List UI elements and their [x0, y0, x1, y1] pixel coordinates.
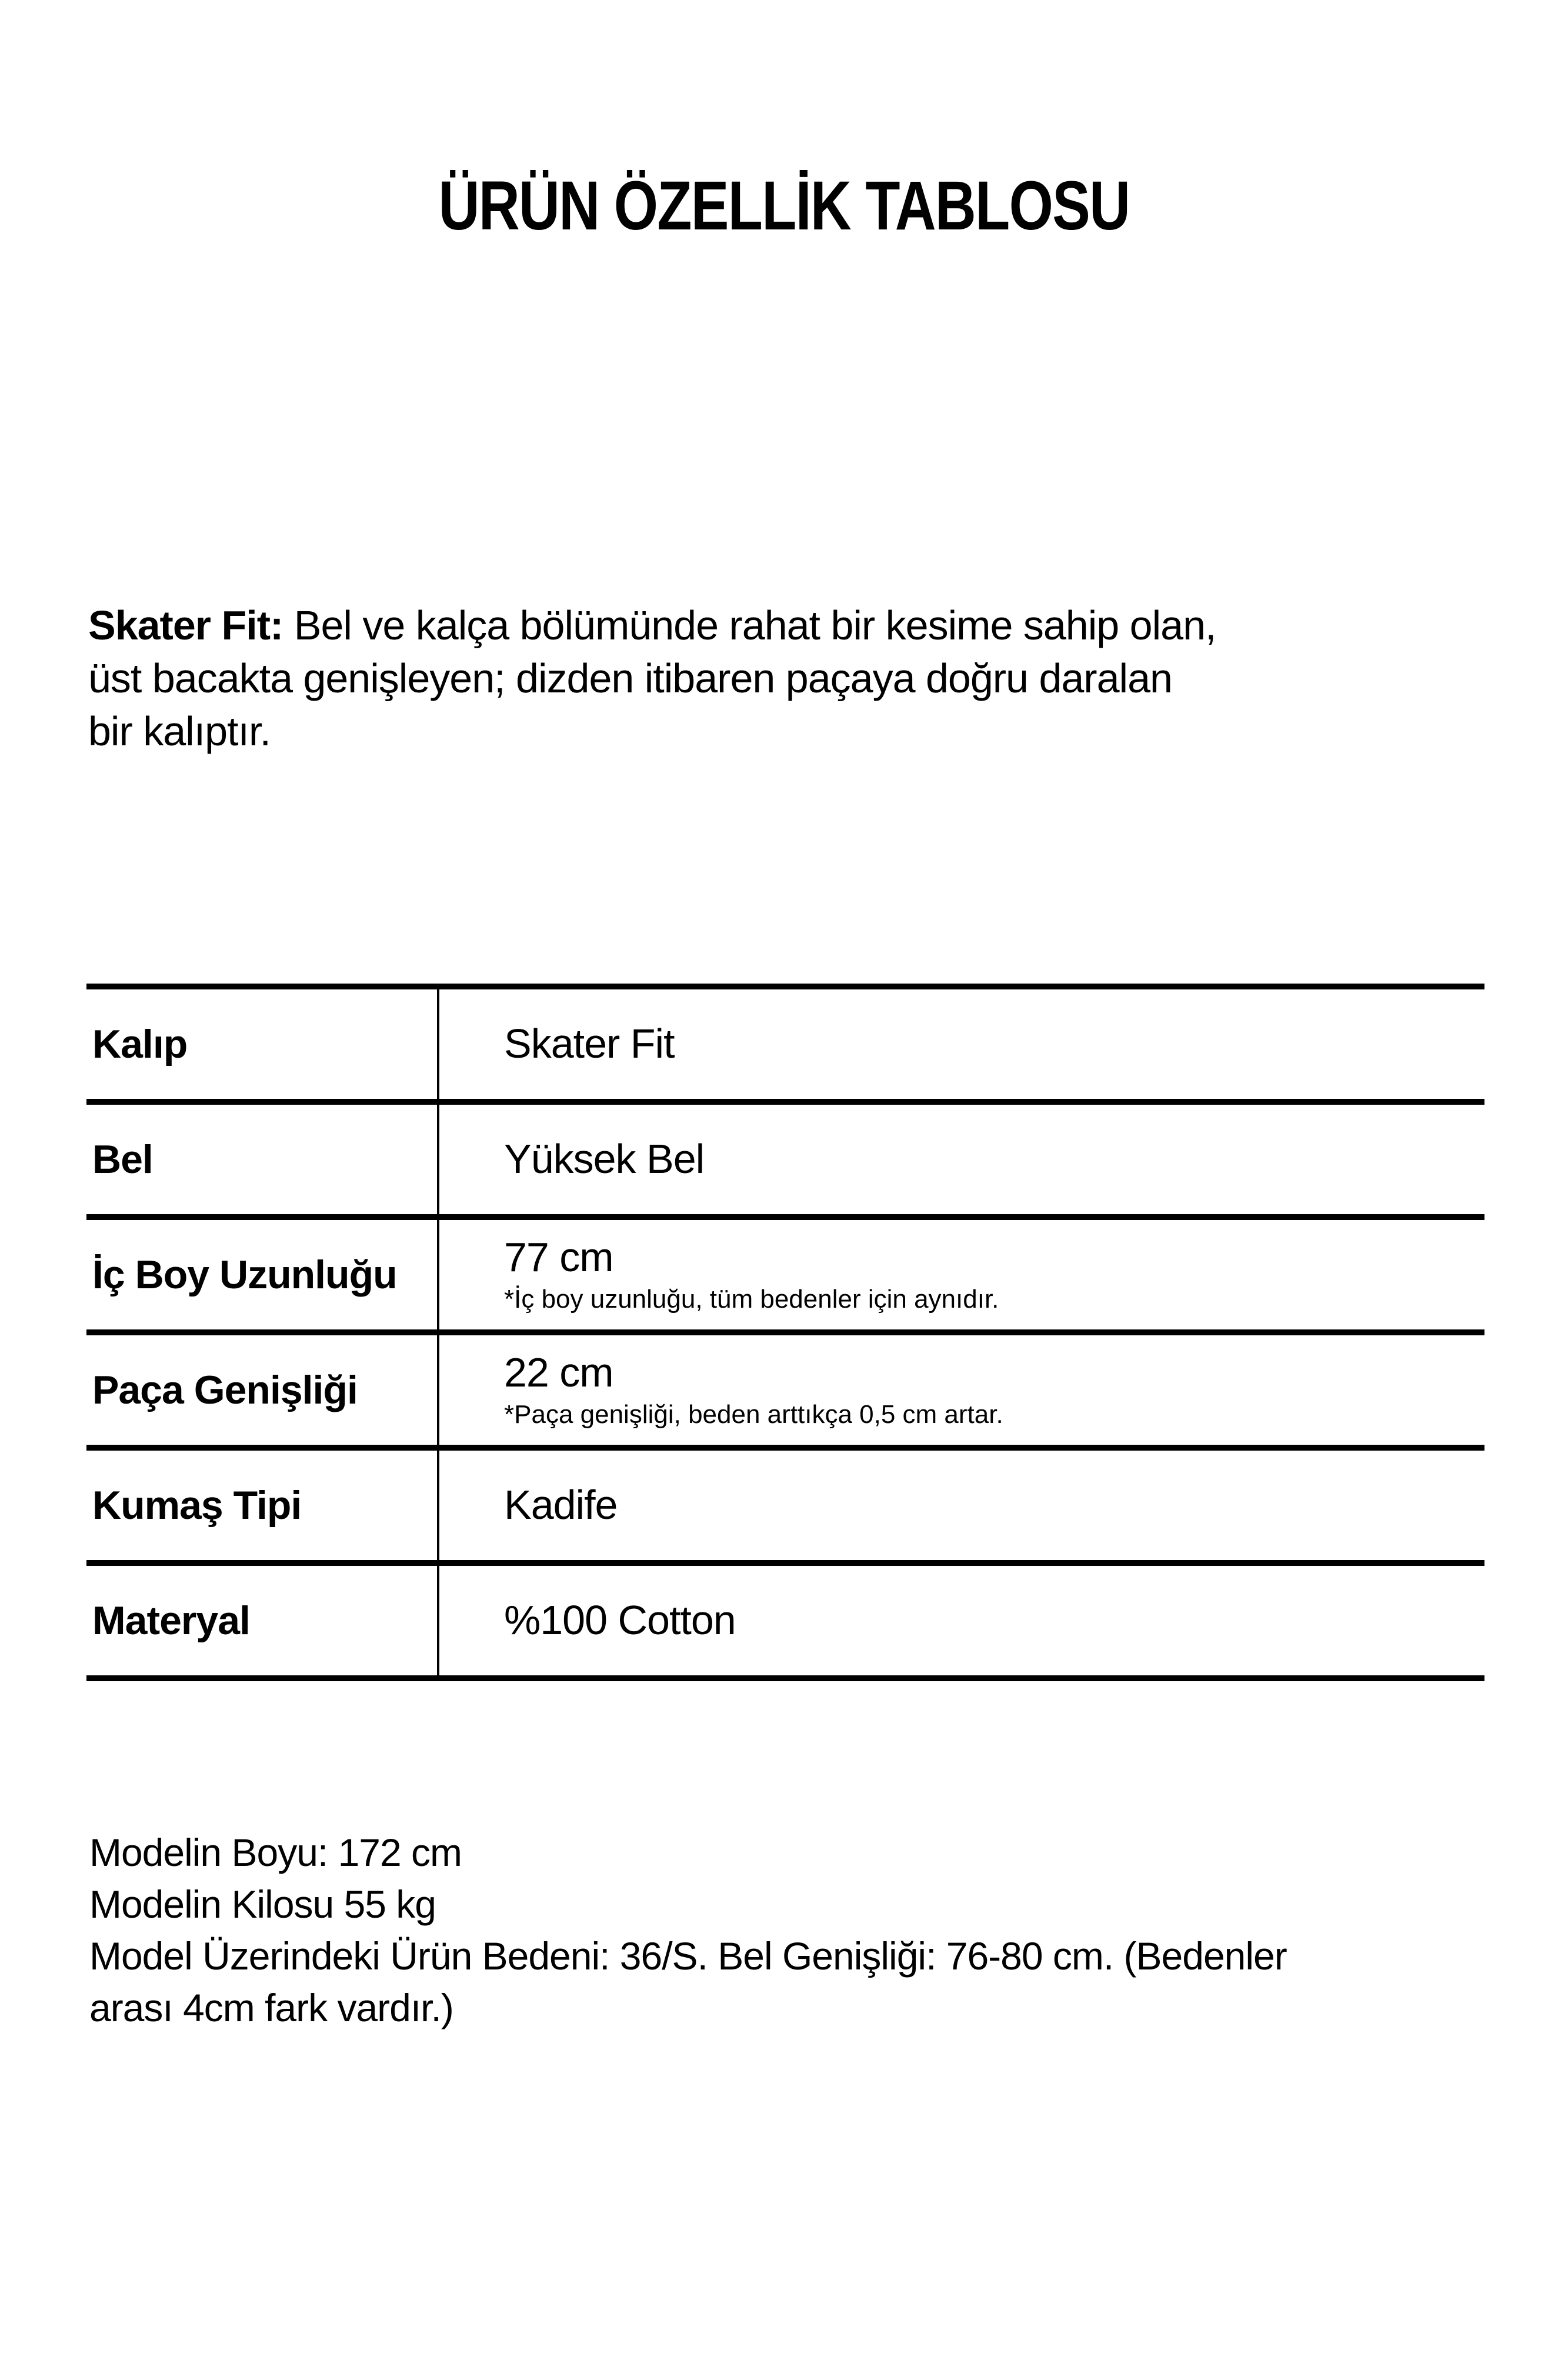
fit-description-line-2: üst bacakta genişleyen; dizden itibaren paçaya doğru daralan — [88, 655, 1172, 701]
row-label-cell — [86, 1105, 439, 1214]
row-value-cell — [439, 1105, 1484, 1214]
model-size-line: Model Üzerindeki Ürün Bedeni: 36/S. Bel Genişliği: 76-80 cm. (Bedenler — [89, 1934, 1287, 1978]
row-value-cell — [439, 1566, 1484, 1675]
fit-description-line-1 — [88, 599, 1494, 652]
table-row-ic-boy-uzunlugu — [86, 1220, 1484, 1335]
table-row-materyal — [86, 1566, 1484, 1681]
model-info — [89, 1827, 1501, 2034]
row-label: Kalıp — [92, 1022, 188, 1066]
row-label: Bel — [92, 1137, 153, 1182]
row-label: İç Boy Uzunluğu — [92, 1252, 397, 1297]
row-label: Kumaş Tipi — [92, 1483, 302, 1528]
table-row-paca-genisligi — [86, 1335, 1484, 1451]
fit-description — [88, 599, 1494, 758]
row-label-cell — [86, 1220, 439, 1329]
row-value: 77 cm — [504, 1234, 613, 1281]
row-value: 22 cm — [504, 1349, 613, 1396]
row-value: Kadife — [504, 1482, 618, 1528]
row-label-cell — [86, 1451, 439, 1560]
row-label-cell — [86, 1335, 439, 1445]
model-weight-line: Modelin Kilosu 55 kg — [89, 1882, 436, 1926]
fit-name-label: Skater Fit: — [88, 602, 283, 648]
row-label-cell — [86, 1566, 439, 1675]
spec-table — [86, 984, 1484, 1681]
row-value-cell — [439, 1335, 1484, 1445]
page-title: ÜRÜN ÖZELLİK TABLOSU — [438, 167, 1130, 245]
row-label: Paça Genişliği — [92, 1368, 358, 1412]
table-row-bel — [86, 1105, 1484, 1220]
row-note: *İç boy uzunluğu, tüm bedenler için aynıdır. — [504, 1284, 999, 1314]
row-label-cell — [86, 989, 439, 1099]
row-value: %100 Cotton — [504, 1597, 736, 1644]
row-label: Materyal — [92, 1598, 250, 1643]
row-value-cell — [439, 1451, 1484, 1560]
model-size-line-continued: arası 4cm fark vardır.) — [89, 1986, 453, 2029]
table-row-kalip — [86, 989, 1484, 1105]
model-height-line: Modelin Boyu: 172 cm — [89, 1831, 462, 1874]
fit-description-line-3: bir kalıptır. — [88, 708, 271, 754]
row-value: Skater Fit — [504, 1021, 675, 1067]
row-value: Yüksek Bel — [504, 1136, 705, 1182]
row-value-cell — [439, 1220, 1484, 1329]
fit-description-line-1-text: Bel ve kalça bölümünde rahat bir kesime sahip olan, — [283, 602, 1216, 648]
row-note: *Paça genişliği, beden arttıkça 0,5 cm artar. — [504, 1399, 1003, 1429]
row-value-cell — [439, 989, 1484, 1099]
table-row-kumas-tipi — [86, 1451, 1484, 1566]
